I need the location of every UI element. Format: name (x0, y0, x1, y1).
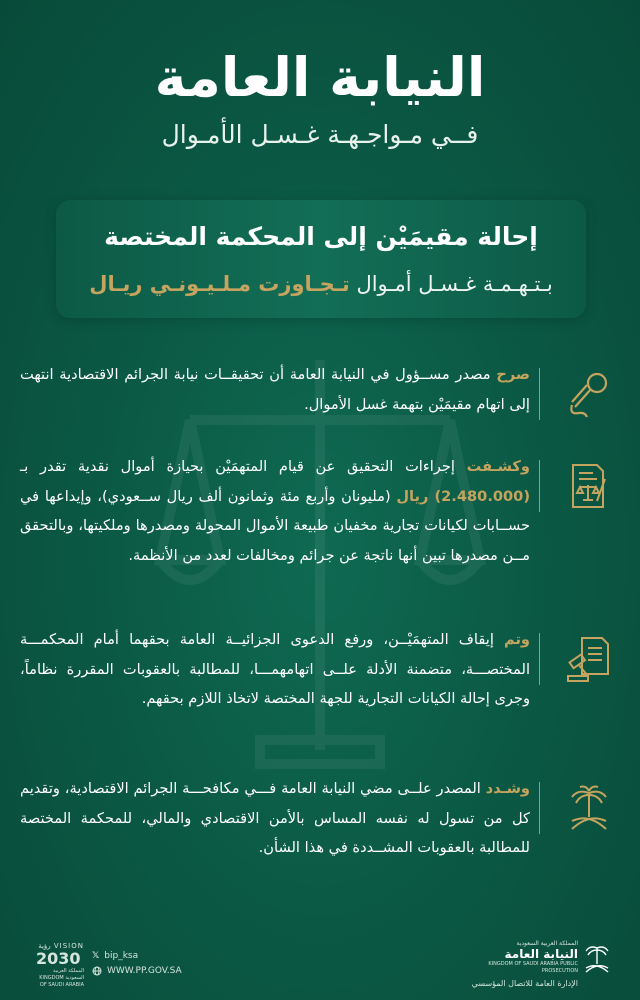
headline-subtitle-amount: تـجـاوزت مـلـيـونـي ريـال (89, 272, 350, 296)
statement-amount: (2.480.000) ريال (396, 487, 530, 505)
statement-text (20, 360, 530, 419)
gavel-document-icon (558, 625, 620, 693)
globe-icon (92, 966, 102, 976)
vision-2030-logo (36, 942, 84, 986)
statement-text (20, 625, 530, 714)
item-divider (539, 782, 541, 834)
statement-item-2 (20, 452, 620, 602)
x-icon: 𝕏 (92, 950, 100, 961)
vision-label: VISION رؤية (38, 942, 84, 950)
statement-body: إيقاف المتهمَيْــن، ورفع الدعوى الجزائيــة العامة بحقهما أمام المحكمـــة المختصـــة، متضمنة الأدلة علــى اتهامهمـــا، للمطالبة بالعقوبات المقررة نظاماً، وجرى إحالة الكيانات التجارية للجهة المختصة لاتخاذ اللازم بحقهم. (20, 631, 530, 707)
page-title: النيابة العامة (154, 46, 486, 109)
social-handle: bip_ksa (104, 950, 139, 961)
website-link[interactable] (92, 963, 182, 978)
headline-subtitle (56, 268, 586, 300)
brand-name: النيابة العامة (504, 947, 578, 961)
item-divider (539, 460, 541, 512)
statement-body: مصدر مســؤول في النيابة العامة أن تحقيقــات نيابة الجرائم الاقتصادية انتهت إلى اتهام مقيمَيْن بتهمة غسل الأموال. (20, 366, 530, 413)
statement-body-a: إجراءات التحقيق عن قيام المتهمَيْن بحيازة أموال نقدية تقدر بـ (20, 458, 467, 475)
headline-title: إحالة مقيمَيْن إلى المحكمة المختصة (104, 222, 538, 251)
palm-swords-icon (558, 774, 620, 842)
statement-lead: صرح (496, 366, 530, 383)
statement-body-b: (مليونان وأربع مئة وثمانون ألف ريال ســعودي)، وإيداعها في حســابات لكيانات تجارية مخفيان طبيعة الأموال المحولة ومصدرها وملكيتها، وبالتحقق مــن مصدرها تبين أنها ناتجة عن جرائم ومخالفات لعدد من الأنظمة. (20, 487, 530, 564)
statement-item-4 (20, 774, 620, 914)
statement-item-3 (20, 625, 620, 765)
item-divider (539, 633, 541, 685)
vision-country: المملكة العربية السعودية KINGDOM OF SAUDI ARABIA (39, 968, 84, 988)
page-subtitle: فــي مـواجـهـة غـسـل الأمـوال (161, 120, 479, 149)
social-links (92, 948, 182, 978)
statement-body: المصدر علــى مضي النيابة العامة فـــي مكافحـــة الجرائم الاقتصادية، وتقديم كل من تسول له نفسه المساس بالأمن الاقتصادي والمالي، للمحكمة المختصة للمطالبة بالعقوبات المشــددة في هذا الشأن. (20, 780, 530, 856)
brand-department: الإدارة العامة للاتصال المؤسسي (471, 979, 578, 988)
public-prosecution-brand (462, 940, 612, 996)
header (0, 40, 640, 149)
document-scale-icon (558, 452, 620, 520)
brand-country: المملكة العربية السعودية (516, 940, 578, 947)
statement-lead: وشـدد (485, 780, 530, 797)
statement-text (20, 774, 530, 863)
statement-lead: وتم (504, 631, 530, 648)
saudi-emblem-icon (582, 942, 612, 976)
x-social-link[interactable] (92, 948, 182, 963)
headline-subtitle-pre: بـتـهـمـة غـسـل أمـوال (356, 272, 553, 296)
footer (0, 930, 640, 1000)
headline-box (56, 200, 586, 318)
microphone-icon (558, 360, 620, 428)
brand-english: KINGDOM OF SAUDI ARABIA PUBLIC PROSECUTION (488, 961, 578, 974)
statement-text (20, 452, 530, 570)
vision-year: 2030 (36, 949, 81, 968)
website-url: WWW.PP.GOV.SA (107, 965, 182, 976)
item-divider (539, 368, 541, 420)
statement-lead: وكشـفت (466, 458, 530, 475)
